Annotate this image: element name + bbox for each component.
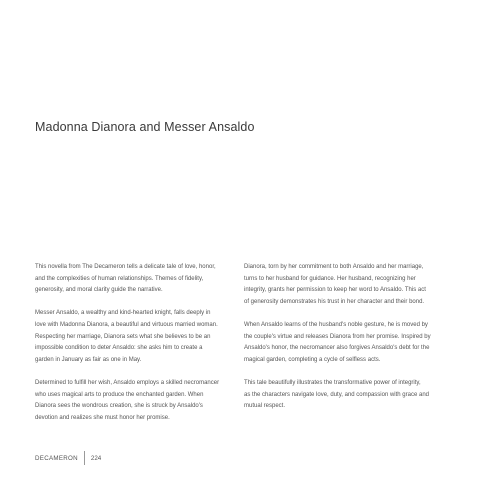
text-line: When Ansaldo learns of the husband's noble gesture, he is moved by (244, 321, 428, 328)
text-line: Determined to fulfill her wish, Ansaldo employs a skilled necromancer (35, 379, 220, 386)
page-title: Madonna Dianora and Messer Ansaldo (35, 120, 255, 135)
footer-divider (84, 451, 85, 465)
text-line: devotion and realizes she must honor her promise. (35, 414, 170, 421)
text-line: This tale beautifully illustrates the transformative power of integrity, (244, 379, 421, 386)
text-line: Ansaldo's honor, the necromancer also forgives Ansaldo's debt for the (244, 345, 430, 352)
text-line: generosity, and moral clarity guide the narrative. (35, 287, 163, 294)
text-line: as the characters navigate love, duty, and compassion with grace and (244, 391, 429, 398)
text-line: of generosity demonstrates his trust in her character and their bond. (244, 298, 425, 305)
left-text-column (35, 262, 240, 436)
page-number: 224 (90, 454, 102, 462)
paragraph (244, 378, 449, 413)
text-line: and the complexities of human relationships. Themes of fidelity, (35, 275, 204, 282)
text-line: mutual respect. (244, 403, 286, 410)
paragraph (35, 308, 240, 366)
text-line: magical garden, completing a cycle of selfless acts. (244, 356, 381, 363)
page-footer (35, 451, 101, 465)
paragraph (35, 262, 240, 297)
text-line: who uses magical arts to produce the enchanted garden. When (35, 391, 204, 398)
text-line: Respecting her marriage, Dianora sets what she believes to be an (35, 333, 211, 340)
paragraph (35, 378, 240, 424)
text-line: integrity, grants her permission to keep her word to Ansaldo. This act (244, 287, 426, 294)
text-line: This novella from The Decameron tells a delicate tale of love, honor, (35, 264, 216, 270)
text-line: Dianora sees the wondrous creation, she is struck by Ansaldo's (35, 403, 203, 410)
paragraph (244, 320, 449, 366)
text-line: garden in January as fair as one in May. (35, 356, 142, 363)
right-text-column (244, 262, 449, 424)
text-line: impossible condition to deter Ansaldo: she asks him to create a (35, 345, 203, 352)
text-line: the couple's virtue and releases Dianora from her promise. Inspired by (244, 333, 431, 340)
text-line: turns to her husband for guidance. Her husband, recognizing her (244, 275, 416, 282)
paragraph (244, 262, 449, 308)
text-line: Dianora, torn by her commitment to both Ansaldo and her marriage, (244, 264, 424, 270)
text-line: love with Madonna Dianora, a beautiful and virtuous married woman. (35, 321, 218, 328)
text-line: Messer Ansaldo, a wealthy and kind-hearted knight, falls deeply in (35, 310, 211, 317)
running-title: DECAMERON (35, 454, 78, 462)
